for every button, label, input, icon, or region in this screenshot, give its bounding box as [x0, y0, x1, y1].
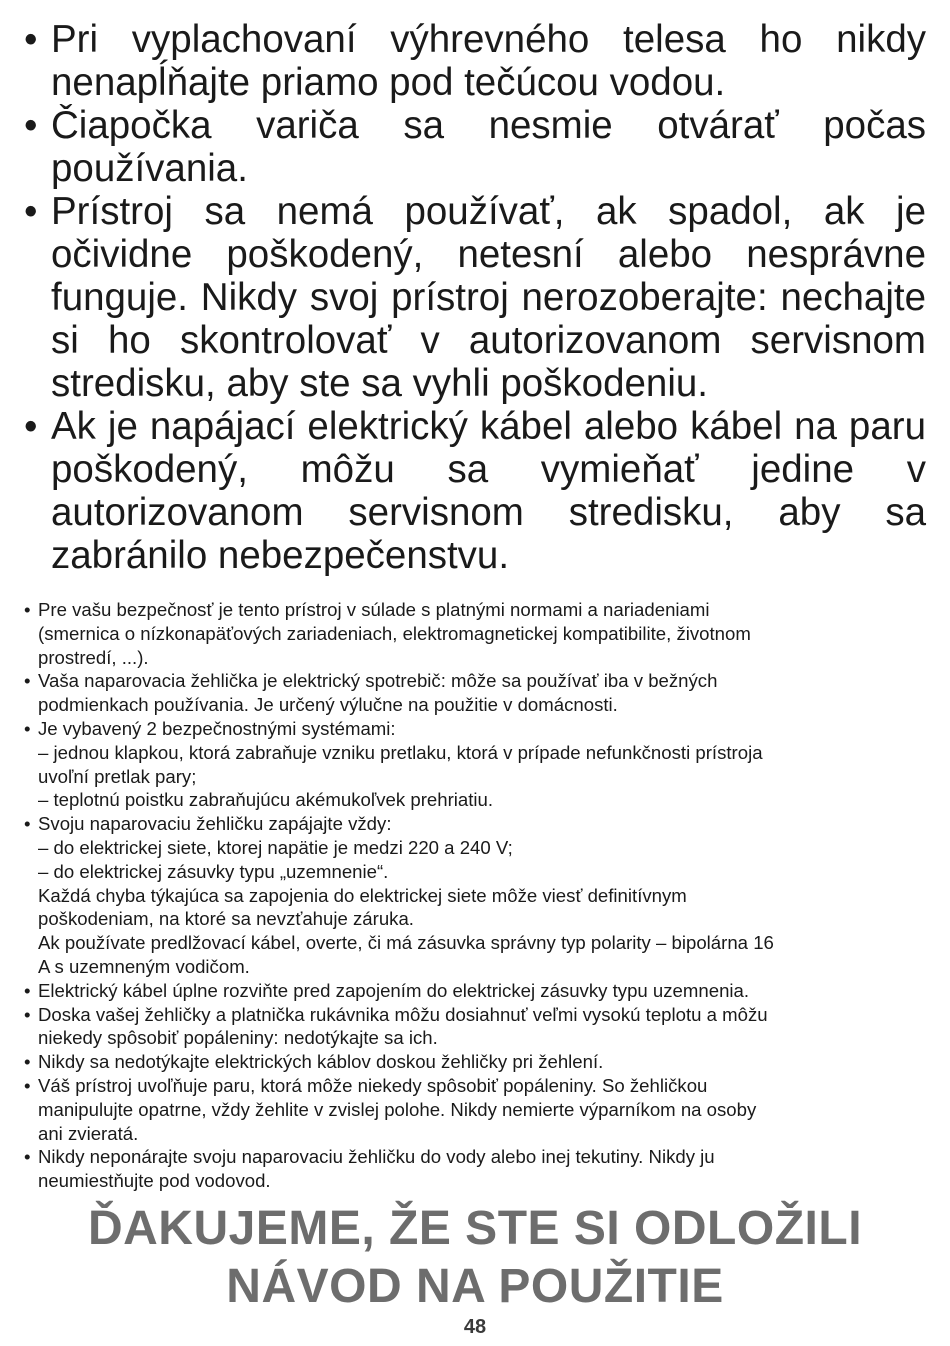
instruction-line: Nikdy neponárajte svoju naparovaciu žehličku do vody alebo inej tekutiny. Nikdy ju	[38, 1146, 715, 1168]
safety-instructions-list	[24, 598, 928, 1193]
bullet-icon: •	[24, 599, 31, 620]
important-warnings-list	[24, 18, 926, 577]
instruction-line: Doska vašej žehličky a platnička rukávnika môžu dosiahnuť veľmi vysokú teplotu a môžu	[38, 1003, 768, 1025]
instruction-line: Váš prístroj uvoľňuje paru, ktorá môže niekedy spôsobiť popáleniny. So žehličkou	[38, 1074, 708, 1096]
instruction-line: Svoju naparovaciu žehličku zapájajte vždy:	[38, 813, 392, 835]
bullet-icon: •	[24, 1003, 31, 1025]
instruction-line: Ak používate predlžovací kábel, overte, či má zásuvka správny typ polarity – bipolárna 16	[38, 932, 774, 954]
instruction-line: podmienkach používania. Je určený výlučne na použitie v domácnosti.	[38, 694, 618, 716]
safety-instruction-item	[24, 1050, 928, 1074]
bullet-icon: •	[24, 670, 31, 692]
bullet-icon: •	[24, 813, 31, 835]
instruction-line: manipulujte opatrne, vždy žehlite v zvislej polohe. Nikdy nemierte výparníkom na osoby	[38, 1098, 757, 1120]
bullet-icon: •	[24, 190, 38, 233]
warning-text: Ak je napájací elektrický kábel alebo kábel na paru poškodený, môžu sa vymieňať jedine v autorizovanom servisnom stredisku, aby sa zabránilo nebezpečenstvu.	[51, 405, 926, 577]
warning-text: Pri vyplachovaní výhrevného telesa ho nikdy nenapĺňajte priamo pod tečúcou vodou.	[51, 18, 926, 104]
instruction-line: – do elektrickej siete, ktorej napätie je medzi 220 a 240 V;	[38, 836, 513, 858]
bullet-icon: •	[24, 717, 31, 739]
thank-you-line-2: NÁVOD NA POUŽITIE	[226, 1260, 724, 1313]
instruction-line: uvoľní pretlak pary;	[38, 765, 197, 787]
instruction-line: neumiestňujte pod vodovod.	[38, 1170, 271, 1192]
instruction-line: ani zvieratá.	[38, 1122, 139, 1144]
safety-instruction-item	[24, 1145, 928, 1193]
instruction-line: – teplotnú poistku zabraňujúcu akémukoľvek prehriatiu.	[38, 789, 494, 811]
safety-instruction-item	[24, 717, 928, 812]
instruction-line: – do elektrickej zásuvky typu „uzemnenie“.	[38, 860, 389, 882]
warning-item	[24, 18, 926, 104]
safety-instruction-item	[24, 598, 928, 669]
instruction-line: Elektrický kábel úplne rozviňte pred zapojením do elektrickej zásuvky typu uzemnenia.	[38, 979, 750, 1001]
instruction-line: niekedy spôsobiť popáleniny: nedotýkajte sa ich.	[38, 1027, 438, 1049]
instruction-line: Pre vašu bezpečnosť je tento prístroj v súlade s platnými normami a nariadeniami	[38, 599, 710, 620]
warning-item	[24, 104, 926, 190]
warning-text: Prístroj sa nemá používať, ak spadol, ak je očividne poškodený, netesní alebo nesprávne funguje. Nikdy svoj prístroj nerozoberajte: nechajte si ho skontrolovať v autorizovanom servisnom stredisku, aby ste sa vyhli poškodeniu.	[51, 190, 926, 405]
thank-you-line-1: ĎAKUJEME, ŽE STE SI ODLOŽILI	[87, 1202, 863, 1255]
bullet-icon: •	[24, 979, 31, 1001]
instruction-line: (smernica o nízkonapäťových zariadeniach, elektromagnetickej kompatibilite, životnom	[38, 622, 751, 644]
bullet-icon: •	[24, 1051, 31, 1073]
warning-text: Čiapočka variča sa nesmie otvárať počas používania.	[51, 104, 926, 190]
thank-you-heading	[0, 1200, 950, 1316]
safety-instruction-item	[24, 1003, 928, 1051]
safety-instruction-item	[24, 979, 928, 1003]
instruction-line: prostredí, ...).	[38, 646, 149, 668]
instruction-line: poškodeniam, na ktoré sa nevzťahuje záruka.	[38, 908, 414, 930]
instruction-line: Nikdy sa nedotýkajte elektrických káblov doskou žehličky pri žehlení.	[38, 1051, 604, 1073]
bullet-icon: •	[24, 1146, 31, 1168]
instruction-line: – jednou klapkou, ktorá zabraňuje vzniku pretlaku, ktorá v prípade nefunkčnosti prístroja	[38, 741, 763, 763]
instruction-line: Každá chyba týkajúca sa zapojenia do elektrickej siete môže viesť definitívnym	[38, 884, 687, 906]
page-number: 48	[463, 1316, 487, 1338]
instruction-line: Je vybavený 2 bezpečnostnými systémami:	[38, 717, 396, 739]
bullet-icon: •	[24, 18, 38, 61]
safety-instruction-item	[24, 1074, 928, 1145]
warning-item	[24, 190, 926, 405]
safety-instruction-item	[24, 669, 928, 717]
safety-instruction-item	[24, 812, 928, 979]
bullet-icon: •	[24, 104, 38, 147]
bullet-icon: •	[24, 1074, 31, 1096]
instruction-line: A s uzemneným vodičom.	[38, 955, 250, 977]
bullet-icon: •	[24, 405, 38, 448]
warning-item	[24, 405, 926, 577]
instruction-line: Vaša naparovacia žehlička je elektrický spotrebič: môže sa používať iba v bežných	[38, 670, 718, 692]
